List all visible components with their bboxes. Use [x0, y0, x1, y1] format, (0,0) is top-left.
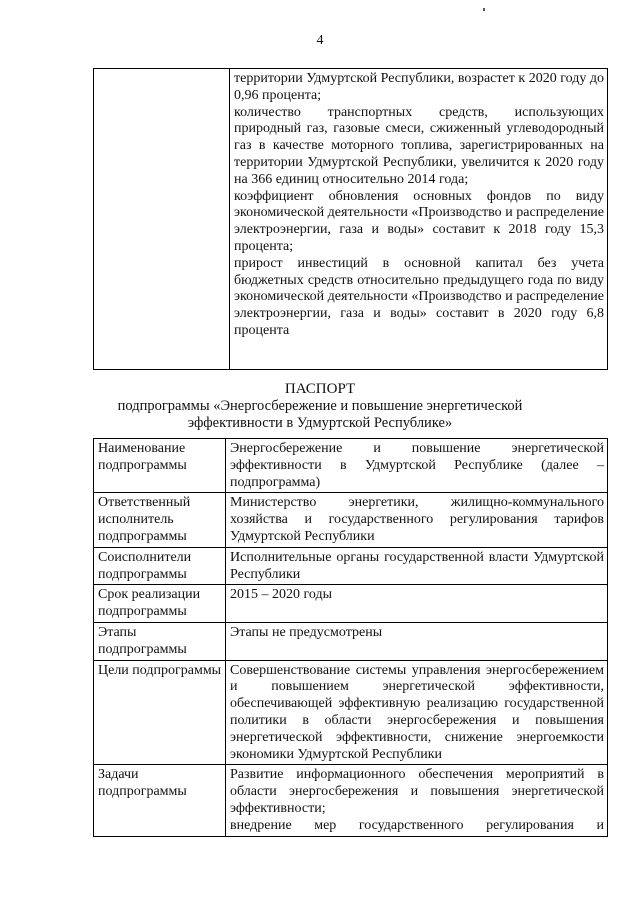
- indicator-paragraph: территории Удмуртской Республики, возрастет к 2020 году до 0,96 процента;: [234, 71, 604, 103]
- table-row: [94, 69, 608, 370]
- row-value: Министерство энергетики, жилищно-коммунального хозяйства и государственного регулирования тарифов Удмуртской Республики: [226, 493, 608, 547]
- table-row: [94, 439, 608, 493]
- table-row: [94, 585, 608, 623]
- indicator-paragraph: коэффициент обновления основных фондов по виду экономической деятельности «Производство и распределение электроэнергии, газа и воды» составит к 2018 году 15,3 процента;: [234, 188, 604, 254]
- scan-speck: [483, 8, 485, 11]
- empty-label-cell: [94, 69, 230, 370]
- row-label: Задачи подпрограммы: [94, 765, 226, 836]
- row-label: Соисполнители подпрограммы: [94, 547, 226, 585]
- table-row: [94, 547, 608, 585]
- passport-table: [93, 438, 608, 837]
- row-value: Этапы не предусмотрены: [226, 622, 608, 660]
- row-label: Этапы подпрограммы: [94, 622, 226, 660]
- row-label: Ответственный исполнитель подпрограммы: [94, 493, 226, 547]
- indicator-paragraph: количество транспортных средств, использующих природный газ, газовые смеси, сжиженный углеводородный газ в качестве моторного топлива, зарегистрированных на территории Удмуртской Республики, увеличится к 2020 году на 366 единиц относительно 2014 года;: [234, 104, 604, 187]
- table-row: [94, 622, 608, 660]
- passport-subtitle-line2: эффективности в Удмуртской Республике»: [187, 415, 453, 431]
- table-row: [94, 493, 608, 547]
- row-label: Срок реализации подпрограммы: [94, 585, 226, 623]
- row-value: Исполнительные органы государственной власти Удмуртской Республики: [226, 547, 608, 585]
- row-label: Наименование подпрограммы: [94, 439, 226, 493]
- indicator-paragraph: прирост инвестиций в основной капитал без учета бюджетных средств относительно предыдущего года по виду экономической деятельности «Производство и распределение электроэнергии, газа и воды» составит в 2020 году 6,8 процента: [234, 255, 604, 338]
- table-row: [94, 660, 608, 765]
- page-number: 4: [316, 33, 324, 48]
- row-value: Совершенствование системы управления энергосбережением и повышением энергетической эффективности, обеспечивающей эффективную реализацию государственной политики в области энергосбережения и повышения энергетической эффективности, снижение энергоемкости экономики Удмуртской Республики: [226, 660, 608, 765]
- task-paragraph: внедрение мер государственного регулирования и: [230, 817, 604, 833]
- row-value: [226, 765, 608, 836]
- indicators-cell: [230, 69, 608, 370]
- row-value: 2015 – 2020 годы: [226, 585, 608, 623]
- table-row: [94, 765, 608, 836]
- continuation-table: [93, 68, 608, 370]
- passport-title: ПАСПОРТ: [284, 381, 356, 397]
- passport-subtitle-line1: подпрограммы «Энергосбережение и повышение энергетической: [117, 398, 523, 414]
- row-label: Цели подпрограммы: [94, 660, 226, 765]
- task-paragraph: Развитие информационного обеспечения мероприятий в области энергосбережения и повышения энергетической эффективности;: [230, 767, 604, 816]
- row-value: Энергосбережение и повышение энергетической эффективности в Удмуртской Республике (далее – подпрограмма): [226, 439, 608, 493]
